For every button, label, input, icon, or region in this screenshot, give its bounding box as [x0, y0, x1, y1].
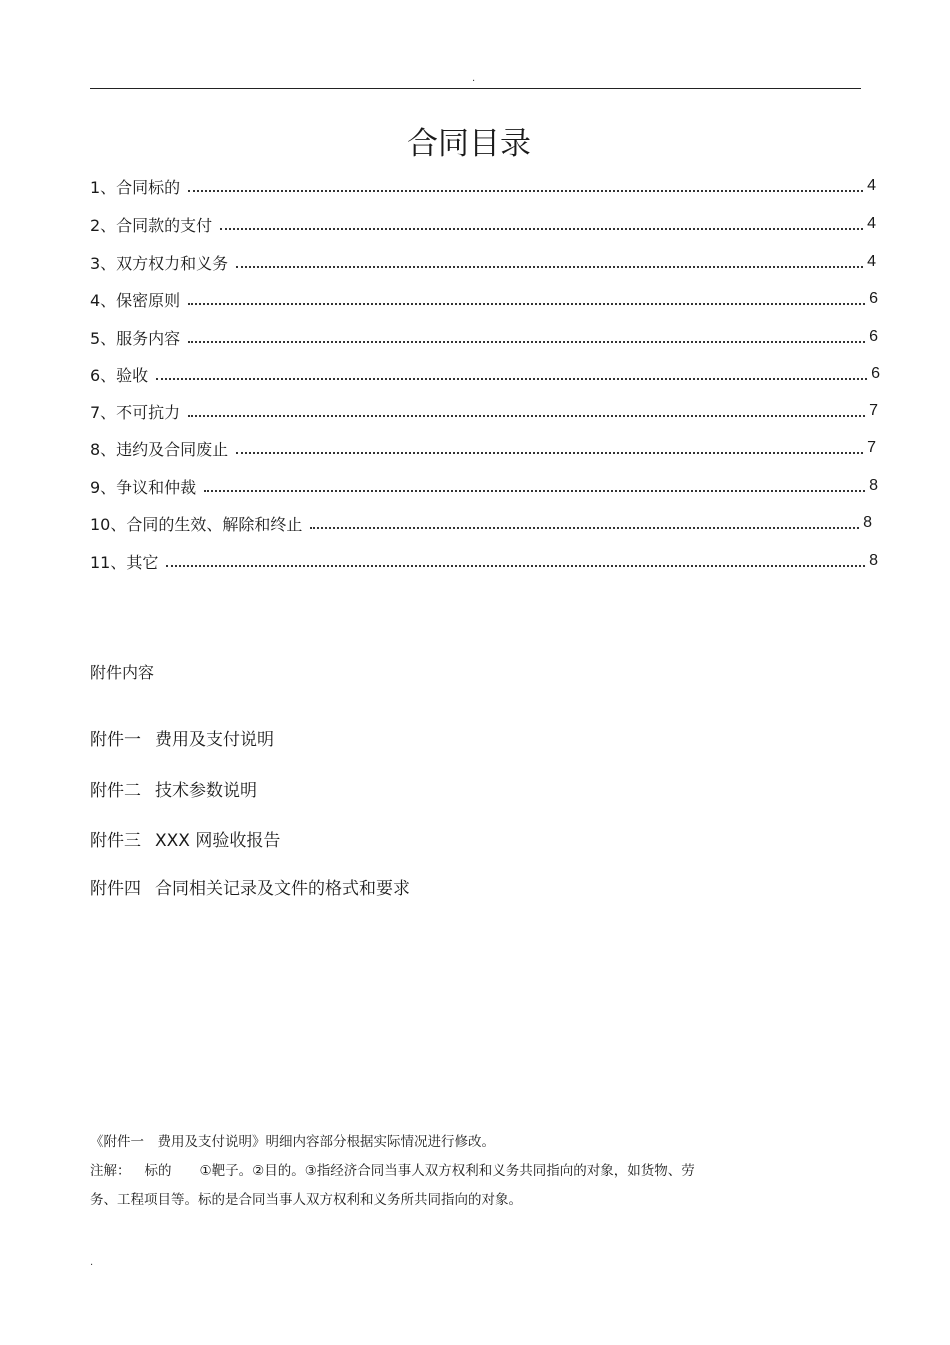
toc-entry-page: 8: [863, 514, 872, 531]
annex-text: 技术参数说明: [155, 781, 257, 801]
toc-entry-label: 4、保密原则: [90, 290, 181, 310]
note-line: [90, 1157, 770, 1186]
toc-leader: [156, 378, 867, 380]
toc-entry-3[interactable]: [90, 244, 876, 280]
annex-item: [90, 828, 280, 854]
toc-entry-page: 8: [869, 552, 878, 569]
toc-entry-page: 7: [867, 439, 876, 456]
toc-entry-6[interactable]: [90, 356, 880, 392]
note-line: 务、工程项目等。标的是合同当事人双方权利和义务所共同指向的对象。: [90, 1192, 522, 1208]
toc-entry-page: 6: [869, 328, 878, 345]
toc-entry-label: 11、其它: [90, 552, 159, 572]
toc-entry-label: 1、合同标的: [90, 177, 181, 197]
toc-leader: [236, 266, 863, 268]
toc-leader: [220, 228, 863, 230]
annex-item: [90, 876, 410, 902]
toc-entry-4[interactable]: [90, 281, 878, 317]
toc-entry-8[interactable]: [90, 430, 876, 466]
toc-entry-label: 6、验收: [90, 365, 149, 385]
toc-entry-label: 5、服务内容: [90, 328, 181, 348]
toc-entry-page: 8: [869, 477, 878, 494]
toc-entry-label: 9、争议和仲裁: [90, 477, 197, 497]
annex-item: [90, 778, 257, 804]
toc-entry-page: 6: [871, 365, 880, 382]
toc-entry-page: 4: [867, 177, 876, 194]
toc-entry-11[interactable]: [90, 543, 878, 579]
note-prefix: 注解：: [90, 1163, 131, 1179]
toc-entry-page: 4: [867, 253, 876, 270]
annex-number: 附件二: [90, 781, 141, 801]
header-rule: [90, 88, 861, 89]
annex-text: XXX 网验收报告: [155, 831, 281, 851]
notes-block: [90, 1128, 770, 1215]
toc-leader: [188, 303, 865, 305]
toc-entry-label: 7、不可抗力: [90, 402, 181, 422]
toc-leader: [188, 190, 863, 192]
toc-leader: [166, 565, 865, 567]
toc-entry-label: 10、合同的生效、解除和终止: [90, 514, 303, 534]
toc-leader: [236, 452, 863, 454]
toc-entry-page: 7: [869, 402, 878, 419]
note-text: ①靶子。②目的。③指经济合同当事人双方权利和义务共同指向的对象，如货物、劳: [199, 1163, 695, 1179]
toc-entry-label: 8、违约及合同废止: [90, 439, 229, 459]
toc-leader: [188, 341, 865, 343]
header-mark: .: [472, 73, 476, 84]
toc-entry-label: 3、双方权力和义务: [90, 253, 229, 273]
annex-number: 附件四: [90, 879, 141, 899]
annex-section-title: 附件内容: [90, 663, 155, 682]
footer-mark: .: [90, 1257, 94, 1268]
toc-entry-page: 4: [867, 215, 876, 232]
annex-text: 合同相关记录及文件的格式和要求: [155, 879, 410, 899]
toc-entry-10[interactable]: [90, 505, 872, 541]
toc-entry-9[interactable]: [90, 468, 878, 504]
annex-text: 费用及支付说明: [155, 730, 274, 750]
note-term: 标的: [144, 1163, 172, 1179]
toc-entry-5[interactable]: [90, 319, 878, 355]
toc-leader: [204, 490, 865, 492]
annex-number: 附件一: [90, 730, 141, 750]
annex-item: [90, 727, 274, 753]
toc-leader: [188, 415, 865, 417]
toc-leader: [310, 527, 859, 529]
toc-entry-label: 2、合同款的支付: [90, 215, 213, 235]
toc-entry-1[interactable]: [90, 168, 876, 204]
annex-number: 附件三: [90, 831, 141, 851]
note-line: 《附件一 费用及支付说明》明细内容部分根据实际情况进行修改。: [90, 1134, 495, 1150]
toc-entry-2[interactable]: [90, 206, 876, 242]
document-title: 合同目录: [407, 126, 531, 162]
toc-entry-page: 6: [869, 290, 878, 307]
toc-entry-7[interactable]: [90, 393, 878, 429]
